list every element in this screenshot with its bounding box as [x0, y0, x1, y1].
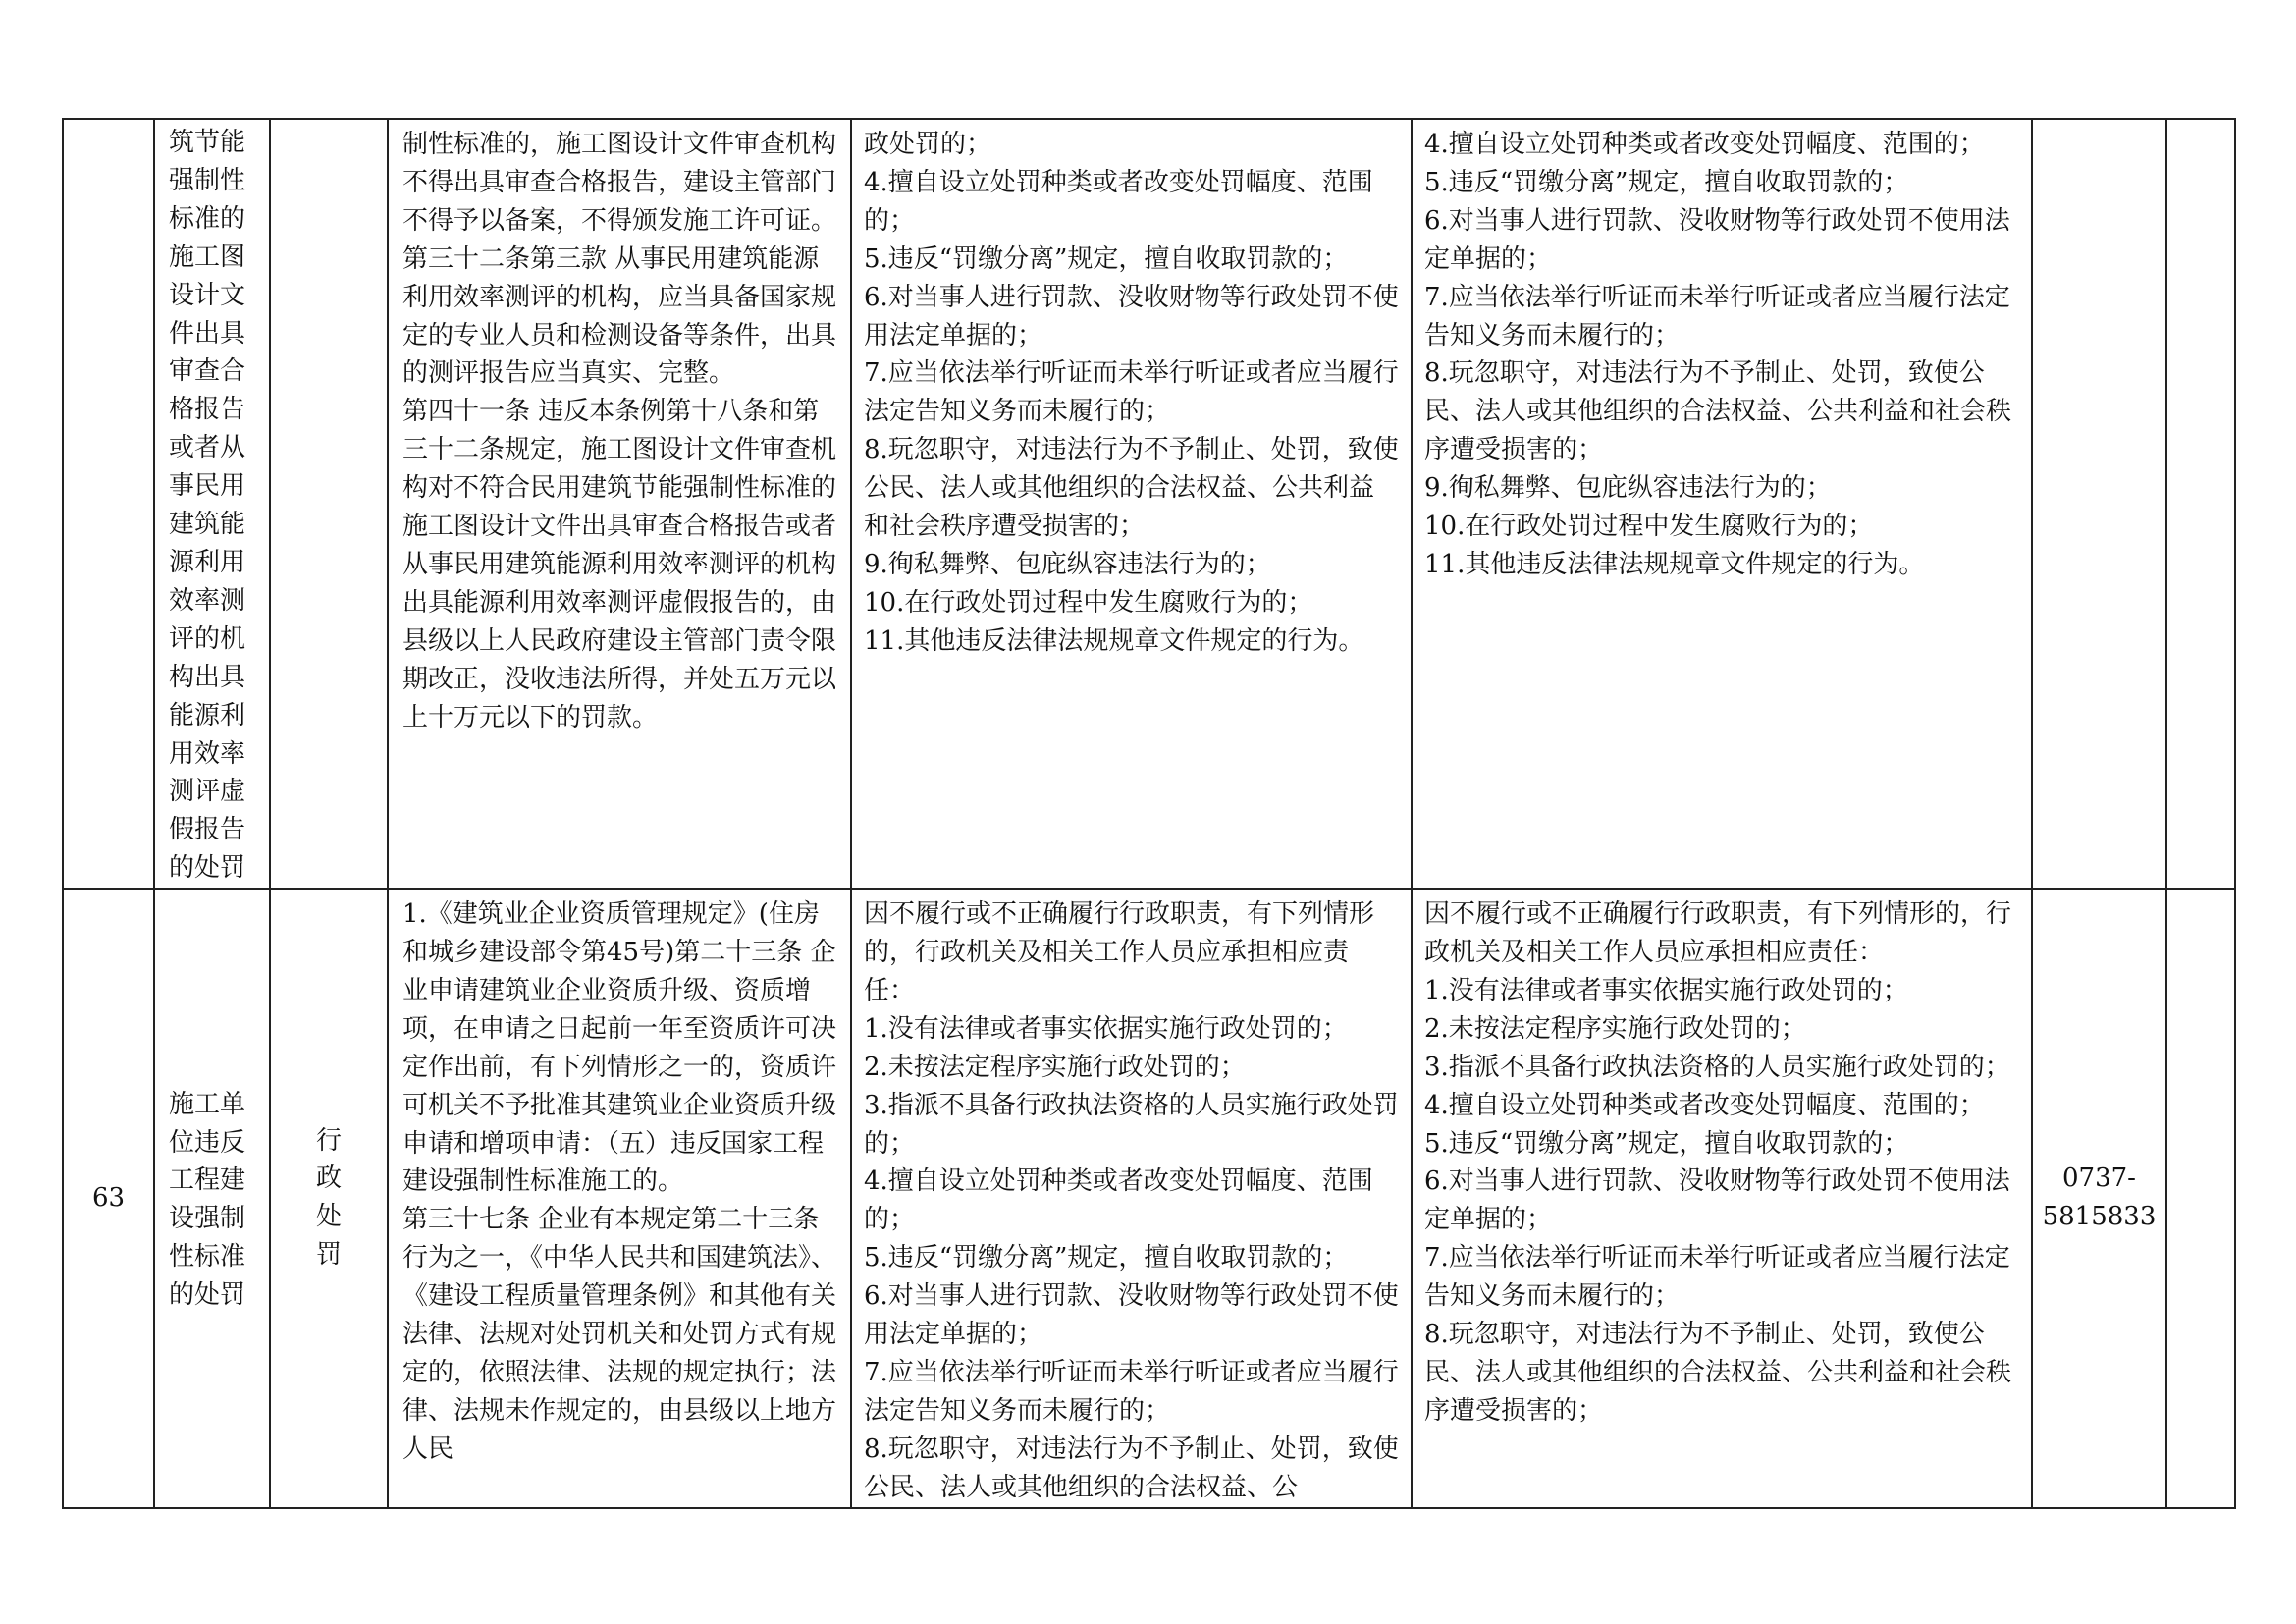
remarks-cell [2166, 889, 2235, 1508]
responsibility-cell [851, 889, 1412, 1508]
duty-item: 5.违反“罚缴分离”规定，擅自收取罚款的； [864, 1243, 1349, 1273]
contact-phone-cell [2032, 119, 2166, 889]
item-name-cell: 施工单位违反工程建设强制性标准的处罚 [154, 889, 270, 1508]
duty-item: 8.玩忽职守，对违法行为不予制止、处罚，致使公民、法人或其他组织的合法权益、公共利益和社会秩序遭受损害的； [1424, 1320, 2012, 1426]
duty-item: 4.擅自设立处罚种类或者改变处罚幅度、范围的； [864, 1166, 1373, 1235]
duty-item: 5.违反“罚缴分离”规定，擅自收取罚款的； [864, 244, 1349, 274]
duty-item: 8.玩忽职守，对违法行为不予制止、处罚，致使公民、法人或其他组织的合法权益、公 [864, 1434, 1399, 1502]
accountability-cell [1412, 889, 2032, 1508]
duty-item: 7.应当依法举行听证而未举行听证或者应当履行法定告知义务而未履行的； [1424, 1243, 2010, 1312]
basis-paragraph: 制性标准的，施工图设计文件审查机构不得出具审查合格报告，建设主管部门不得予以备案，不得颁发施工许可证。 [402, 130, 837, 236]
duty-item: 5.违反“罚缴分离”规定，擅自收取罚款的； [1424, 167, 1909, 197]
duty-item: 6.对当事人进行罚款、没收财物等行政处罚不使用法定单据的； [1424, 205, 2010, 274]
duty-item: 因不履行或不正确履行行政职责，有下列情形的，行政机关及相关工作人员应承担相应责任： [864, 899, 1375, 1005]
basis-paragraph: 第三十二条第三款 从事民用建筑能源利用效率测评的机构，应当具备国家规定的专业人员和检测设备等条件，出具的测评报告应当真实、完整。 [402, 244, 837, 389]
duty-item: 4.擅自设立处罚种类或者改变处罚幅度、范围的； [1424, 130, 1985, 159]
remarks-cell [2166, 119, 2235, 889]
duty-item: 8.玩忽职守，对违法行为不予制止、处罚，致使公民、法人或其他组织的合法权益、公共利益和社会秩序遭受损害的； [1424, 358, 2012, 465]
accountability-cell [1412, 119, 2032, 889]
contact-phone-cell: 0737-5815833 [2032, 889, 2166, 1508]
category-cell: 行政处罚 [270, 889, 388, 1508]
duty-item: 政处罚的； [864, 130, 992, 159]
duty-item: 4.擅自设立处罚种类或者改变处罚幅度、范围的； [1424, 1090, 1985, 1120]
duty-item: 10.在行政处罚过程中发生腐败行为的； [864, 587, 1313, 618]
duty-item: 9.徇私舞弊、包庇纵容违法行为的； [864, 549, 1271, 579]
duty-item: 3.指派不具备行政执法资格的人员实施行政处罚的； [864, 1090, 1399, 1159]
table-row [63, 889, 2235, 1508]
duty-item: 7.应当依法举行听证而未举行听证或者应当履行法定告知义务而未履行的； [1424, 282, 2010, 351]
duty-item: 7.应当依法举行听证而未举行听证或者应当履行法定告知义务而未履行的； [864, 358, 1399, 427]
basis-paragraph: 第三十七条 企业有本规定第二十三条行为之一，《中华人民共和国建筑法》、《建设工程质量管理条例》和其他有关法律、法规对处罚机关和处罚方式有规定的，依照法律、法规的规定执行；法律、法规未作规定的，由县级以上地方人民 [402, 1205, 837, 1464]
item-name-cell: 筑节能强制性标准的施工图设计文件出具审查合格报告或者从事民用建筑能源利用效率测评的机构出具能源利用效率测评虚假报告的处罚 [154, 119, 270, 889]
duty-item: 9.徇私舞弊、包庇纵容违法行为的； [1424, 473, 1832, 504]
basis-paragraph: 1.《建筑业企业资质管理规定》(住房和城乡建设部令第45号)第二十三条 企业申请建筑业企业资质升级、资质增项，在申请之日起前一年至资质许可决定作出前，有下列情形之一的，资质许可机关不予批准其建筑业企业资质升级申请和增项申请：（五）违反国家工程建设强制性标准施工的。 [402, 899, 837, 1197]
duty-item: 10.在行政处罚过程中发生腐败行为的； [1424, 512, 1874, 542]
power-list-table [62, 118, 2236, 1509]
duty-item: 3.指派不具备行政执法资格的人员实施行政处罚的； [1424, 1052, 2010, 1082]
duty-item: 2.未按法定程序实施行政处罚的； [1424, 1013, 1806, 1044]
row-number-cell: 63 [63, 889, 154, 1508]
table-row [63, 119, 2235, 889]
duty-item: 6.对当事人进行罚款、没收财物等行政处罚不使用法定单据的； [1424, 1166, 2010, 1235]
duty-item: 2.未按法定程序实施行政处罚的； [864, 1052, 1246, 1082]
duty-item: 5.违反“罚缴分离”规定，擅自收取罚款的； [1424, 1128, 1909, 1159]
duty-item: 因不履行或不正确履行行政职责，有下列情形的，行政机关及相关工作人员应承担相应责任： [1424, 899, 2012, 968]
duty-item: 7.应当依法举行听证而未举行听证或者应当履行法定告知义务而未履行的； [864, 1358, 1399, 1426]
duty-item: 11.其他违反法律法规规章文件规定的行为。 [1424, 549, 1925, 579]
category-cell [270, 119, 388, 889]
basis-paragraph: 第四十一条 违反本条例第十八条和第三十二条规定，施工图设计文件审查机构对不符合民用建筑节能强制性标准的施工图设计文件出具审查合格报告或者从事民用建筑能源利用效率测评的机构出具能源利用效率测评虚假报告的，由县级以上人民政府建设主管部门责令限期改正，没收违法所得，并处五万元以上十万元以下的罚款。 [402, 397, 837, 732]
duty-item: 4.擅自设立处罚种类或者改变处罚幅度、范围的； [864, 167, 1373, 236]
legal-basis-cell [388, 119, 851, 889]
duty-item: 6.对当事人进行罚款、没收财物等行政处罚不使用法定单据的； [864, 1281, 1399, 1350]
duty-item: 1.没有法律或者事实依据实施行政处罚的； [864, 1013, 1348, 1044]
row-number-cell [63, 119, 154, 889]
duty-item: 6.对当事人进行罚款、没收财物等行政处罚不使用法定单据的； [864, 282, 1399, 351]
duty-item: 8.玩忽职守，对违法行为不予制止、处罚，致使公民、法人或其他组织的合法权益、公共利益和社会秩序遭受损害的； [864, 435, 1399, 542]
legal-basis-cell [388, 889, 851, 1508]
duty-item: 11.其他违反法律法规规章文件规定的行为。 [864, 625, 1364, 656]
responsibility-cell [851, 119, 1412, 889]
duty-item: 1.没有法律或者事实依据实施行政处罚的； [1424, 975, 1908, 1005]
